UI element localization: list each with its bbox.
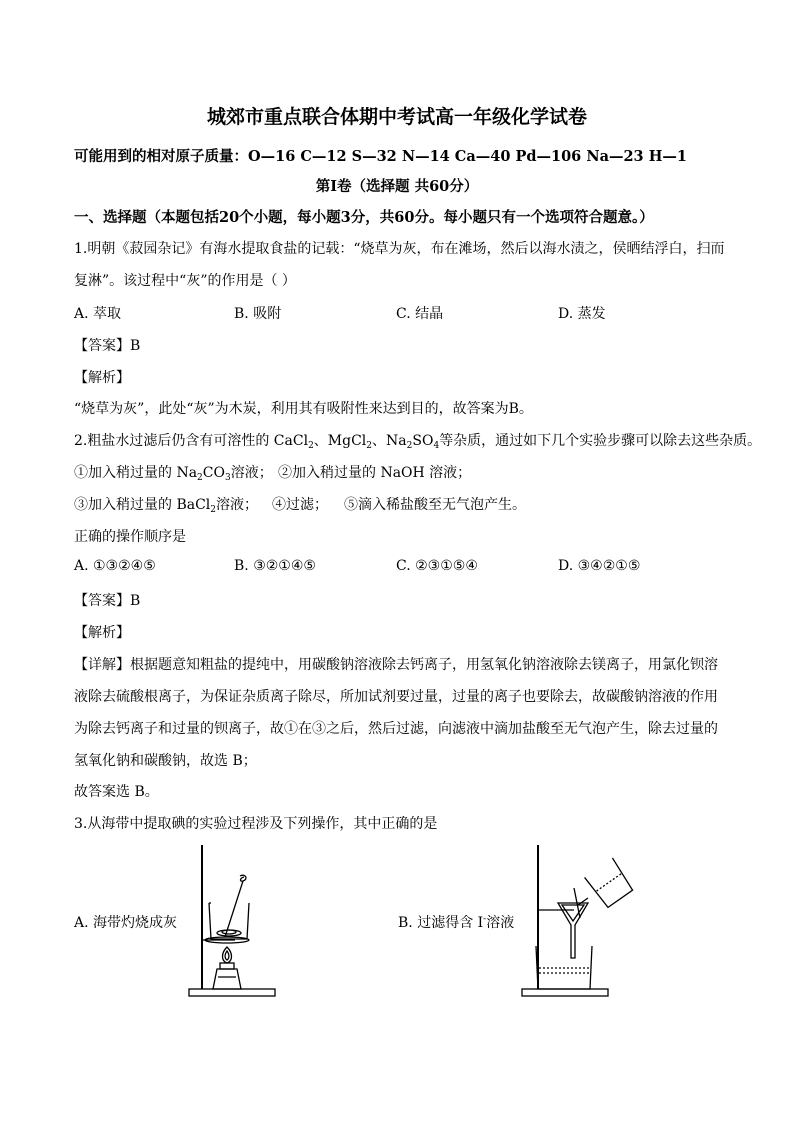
q1-analysis: “烧草为灰”，此处“灰”为木炭，利用其有吸附性来达到目的，故答案为B。 (74, 401, 533, 417)
q1-answer: 【答案】B (74, 338, 141, 354)
q2-detail-line4: 氢氧化钠和碳酸钠，故选 B； (74, 753, 257, 769)
q3-option-b-label: B. 过滤得含 I-溶液 (398, 914, 515, 931)
q2-option-b: B. ③②①④⑤ (234, 558, 316, 574)
q3-option-a-apparatus (185, 843, 285, 1001)
q1-analysis-label: 【解析】 (74, 370, 130, 386)
q2-detail-line2: 液除去硫酸根离子，为保证杂质离子除尽，所加试剂要过量，过量的离子也要除去，故碳酸钠溶液的作用 (74, 689, 718, 705)
q1-option-b: B. 吸附 (234, 306, 282, 322)
exam-title: 城郊市重点联合体期中考试高一年级化学试卷 (206, 106, 587, 128)
q2-step-1: ①加入稍过量的 $Na_2CO_3$溶液； (74, 465, 273, 483)
q2-step-5: ⑤滴入稀盐酸至无气泡产生。 (344, 497, 526, 513)
q3-option-b-apparatus (518, 843, 638, 1001)
q2-option-a: A. ①③②④⑤ (74, 558, 156, 574)
q3-stem: 3.从海带中提取碘的实验过程涉及下列操作，其中正确的是 (74, 816, 438, 832)
q2-option-c: C. ②③①⑤④ (396, 558, 478, 574)
q2-prompt: 正确的操作顺序是 (74, 529, 186, 545)
q1-option-d: D. 蒸发 (558, 306, 606, 322)
section-heading: 第Ⅰ卷（选择题 共60分） (315, 178, 479, 195)
q2-option-d: D. ③④②①⑤ (558, 558, 641, 574)
q2-analysis-label: 【解析】 (74, 625, 130, 641)
q2-stem: 2.粗盐水过滤后仍含有可溶性的 CaCl$_2$、MgCl$_2$、$Na_2SO_4$等杂质，通过如下几个实验步骤可以除去这些杂质。 (74, 433, 762, 451)
q2-detail-line1: 【详解】根据题意知粗盐的提纯中，用碳酸钠溶液除去钙离子，用氢氧化钠溶液除去镁离子，用氯化钡溶 (74, 657, 718, 673)
q2-conclusion: 故答案选 B。 (74, 784, 159, 800)
q2-step-4: ④过滤； (272, 497, 328, 513)
part-heading: 一、选择题（本题包括20个小题，每小题3分，共60分。每小题只有一个选项符合题意。） (74, 209, 654, 226)
q1-option-a: A. 萃取 (74, 306, 122, 322)
q1-stem-line1: 1.明朝《菽园杂记》有海水提取食盐的记载：“烧草为灰，布在滩场，然后以海水渍之，侯晒结浮白，扫而 (74, 241, 725, 257)
q1-stem-line2: 复淋”。该过程中“灰”的作用是（ ） (74, 273, 296, 289)
q1-option-c: C. 结晶 (396, 306, 444, 322)
q2-step-2: ②加入稍过量的 NaOH 溶液； (278, 465, 472, 481)
q2-step-3: ③加入稍过量的 BaCl$_2$溶液； (74, 497, 259, 515)
atomic-masses: 可能用到的相对原子质量：O—16 C—12 S—32 N—14 Ca—40 Pd—106 Na—23 H—1 (74, 148, 687, 165)
q3-option-a-label: A. 海带灼烧成灰 (74, 915, 178, 931)
q2-answer: 【答案】B (74, 593, 141, 609)
q2-detail-line3: 为除去钙离子和过量的钡离子，故①在③之后，然后过滤，向滤液中滴加盐酸至无气泡产生，除去过量的 (74, 721, 718, 737)
